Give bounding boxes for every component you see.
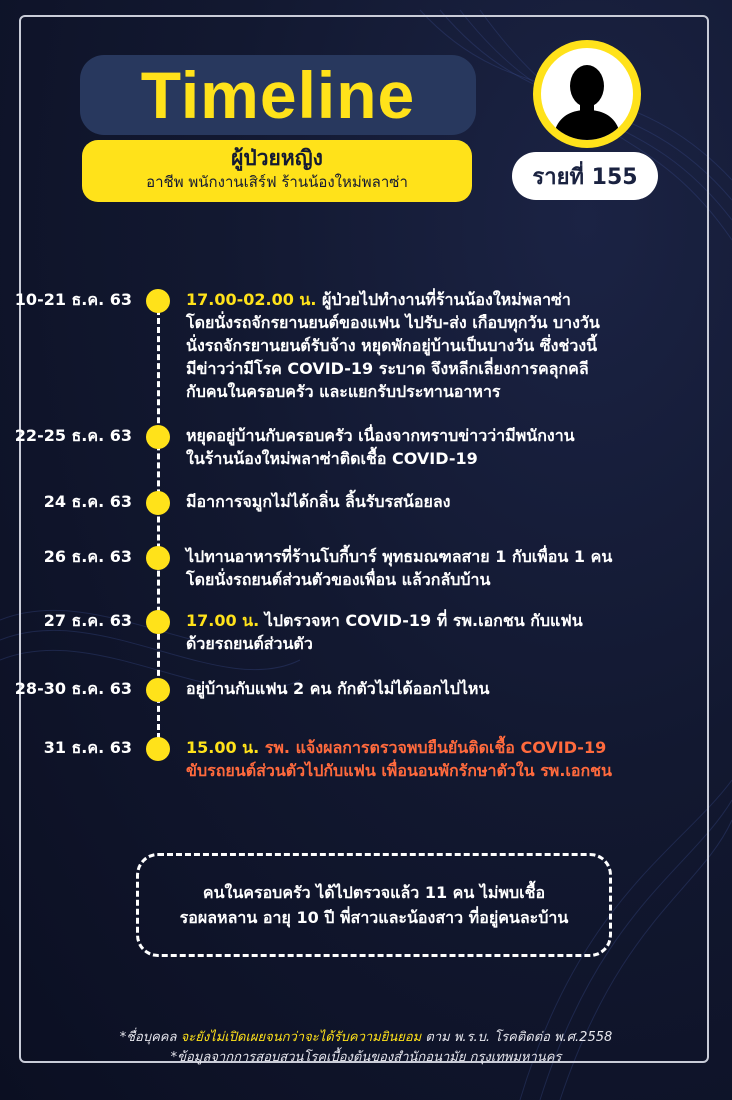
footer-disclaimer <box>0 1028 732 1068</box>
footer-text: *ชื่อบุคคล <box>119 1030 177 1045</box>
timeline-line: ในร้านน้องใหม่พลาซ่าติดเชื้อ COVID-19 <box>186 449 478 468</box>
timeline-description <box>186 490 686 513</box>
patient-info-banner <box>82 140 472 202</box>
timeline-date: 28-30 ธ.ค. 63 <box>14 679 132 698</box>
timeline-line: หยุดอยู่บ้านกับครอบครัว เนื่องจากทราบข่าวว่ามีพนักงาน <box>186 426 575 445</box>
timeline-description <box>186 677 686 700</box>
avatar <box>533 40 641 148</box>
timeline-dot-icon <box>146 546 170 570</box>
timeline-description <box>186 424 686 470</box>
footer-text: ตาม พ.ร.บ. โรคติดต่อ พ.ศ.2558 <box>425 1030 613 1045</box>
timeline-time: 15.00 น. <box>186 738 260 757</box>
timeline-date: 10-21 ธ.ค. 63 <box>14 290 132 309</box>
timeline-line: ไปทานอาหารที่ร้านโบกี้บาร์ พุทธมณฑลสาย 1 กับเพื่อน 1 คน <box>186 547 613 566</box>
timeline-dot-icon <box>146 737 170 761</box>
footer-line-2: *ข้อมูลจากการสอบสวนโรคเบื้องต้นของสำนักอนามัย กรุงเทพมหานคร <box>170 1050 562 1065</box>
timeline-dot-icon <box>146 610 170 634</box>
patient-label: ผู้ป่วยหญิง <box>231 146 323 170</box>
timeline-description <box>186 609 686 655</box>
timeline-line: โดยนั่งรถจักรยานยนต์ของแฟน ไปรับ-ส่ง เกือบทุกวัน บางวัน <box>186 313 600 332</box>
timeline-date: 22-25 ธ.ค. 63 <box>14 426 132 445</box>
timeline-time: 17.00-02.00 น. <box>186 290 317 309</box>
patient-occupation: อาชีพ พนักงานเสิร์ฟ ร้านน้องใหม่พลาซ่า <box>146 173 408 191</box>
family-test-note <box>136 853 612 957</box>
timeline-line: กับคนในครอบครัว และแยกรับประทานอาหาร <box>186 382 501 401</box>
title-banner <box>80 55 476 135</box>
timeline-description <box>186 288 686 403</box>
timeline-line: โดยนั่งรถยนต์ส่วนตัวของเพื่อน แล้วกลับบ้าน <box>186 570 491 589</box>
timeline-dot-icon <box>146 289 170 313</box>
timeline-dot-icon <box>146 678 170 702</box>
timeline-description <box>186 545 686 591</box>
timeline-date: 27 ธ.ค. 63 <box>43 611 132 630</box>
timeline-date: 24 ธ.ค. 63 <box>43 492 132 511</box>
page-title: Timeline <box>140 58 416 132</box>
timeline-date: 31 ธ.ค. 63 <box>43 738 132 757</box>
case-number-text: รายที่ 155 <box>532 164 638 190</box>
timeline-date: 26 ธ.ค. 63 <box>43 547 132 566</box>
timeline-line: ขับรถยนต์ส่วนตัวไปกับแฟน เพื่อนอนพักรักษาตัวใน รพ.เอกชน <box>186 761 612 780</box>
timeline-line: ไปตรวจหา COVID-19 ที่ รพ.เอกชน กับแฟน <box>264 611 583 630</box>
timeline-dot-icon <box>146 491 170 515</box>
footer-line-1 <box>0 1028 732 1048</box>
case-number-badge <box>512 152 658 200</box>
timeline-line: อยู่บ้านกับแฟน 2 คน กักตัวไม่ได้ออกไปไหน <box>186 679 490 698</box>
timeline-line: มีอาการจมูกไม่ได้กลิ่น ลิ้นรับรสน้อยลง <box>186 492 451 511</box>
timeline-time: 17.00 น. <box>186 611 260 630</box>
timeline-line: ด้วยรถยนต์ส่วนตัว <box>186 634 313 653</box>
timeline-line: นั่งรถจักรยานยนต์รับจ้าง หยุดพักอยู่บ้านเป็นบางวัน ซึ่งช่วงนี้ <box>186 336 598 355</box>
timeline-dot-icon <box>146 425 170 449</box>
footer-highlight: จะยังไม่เปิดเผยจนกว่าจะได้รับความยินยอม <box>180 1030 422 1045</box>
timeline-line: ผู้ป่วยไปทำงานที่ร้านน้องใหม่พลาซ่า <box>322 290 571 309</box>
note-line: รอผลหลาน อายุ 10 ปี พี่สาวและน้องสาว ที่อยู่คนละบ้าน <box>179 908 569 927</box>
timeline-line: มีข่าวว่ามีโรค COVID-19 ระบาด จึงหลีกเลี่ยงการคลุกคลี <box>186 359 589 378</box>
person-silhouette-icon <box>541 48 633 140</box>
timeline-line: รพ. แจ้งผลการตรวจพบยืนยันติดเชื้อ COVID-19 <box>264 738 607 757</box>
note-line: คนในครอบครัว ได้ไปตรวจแล้ว 11 คน ไม่พบเชื้อ <box>202 883 546 902</box>
timeline-description <box>186 736 686 782</box>
